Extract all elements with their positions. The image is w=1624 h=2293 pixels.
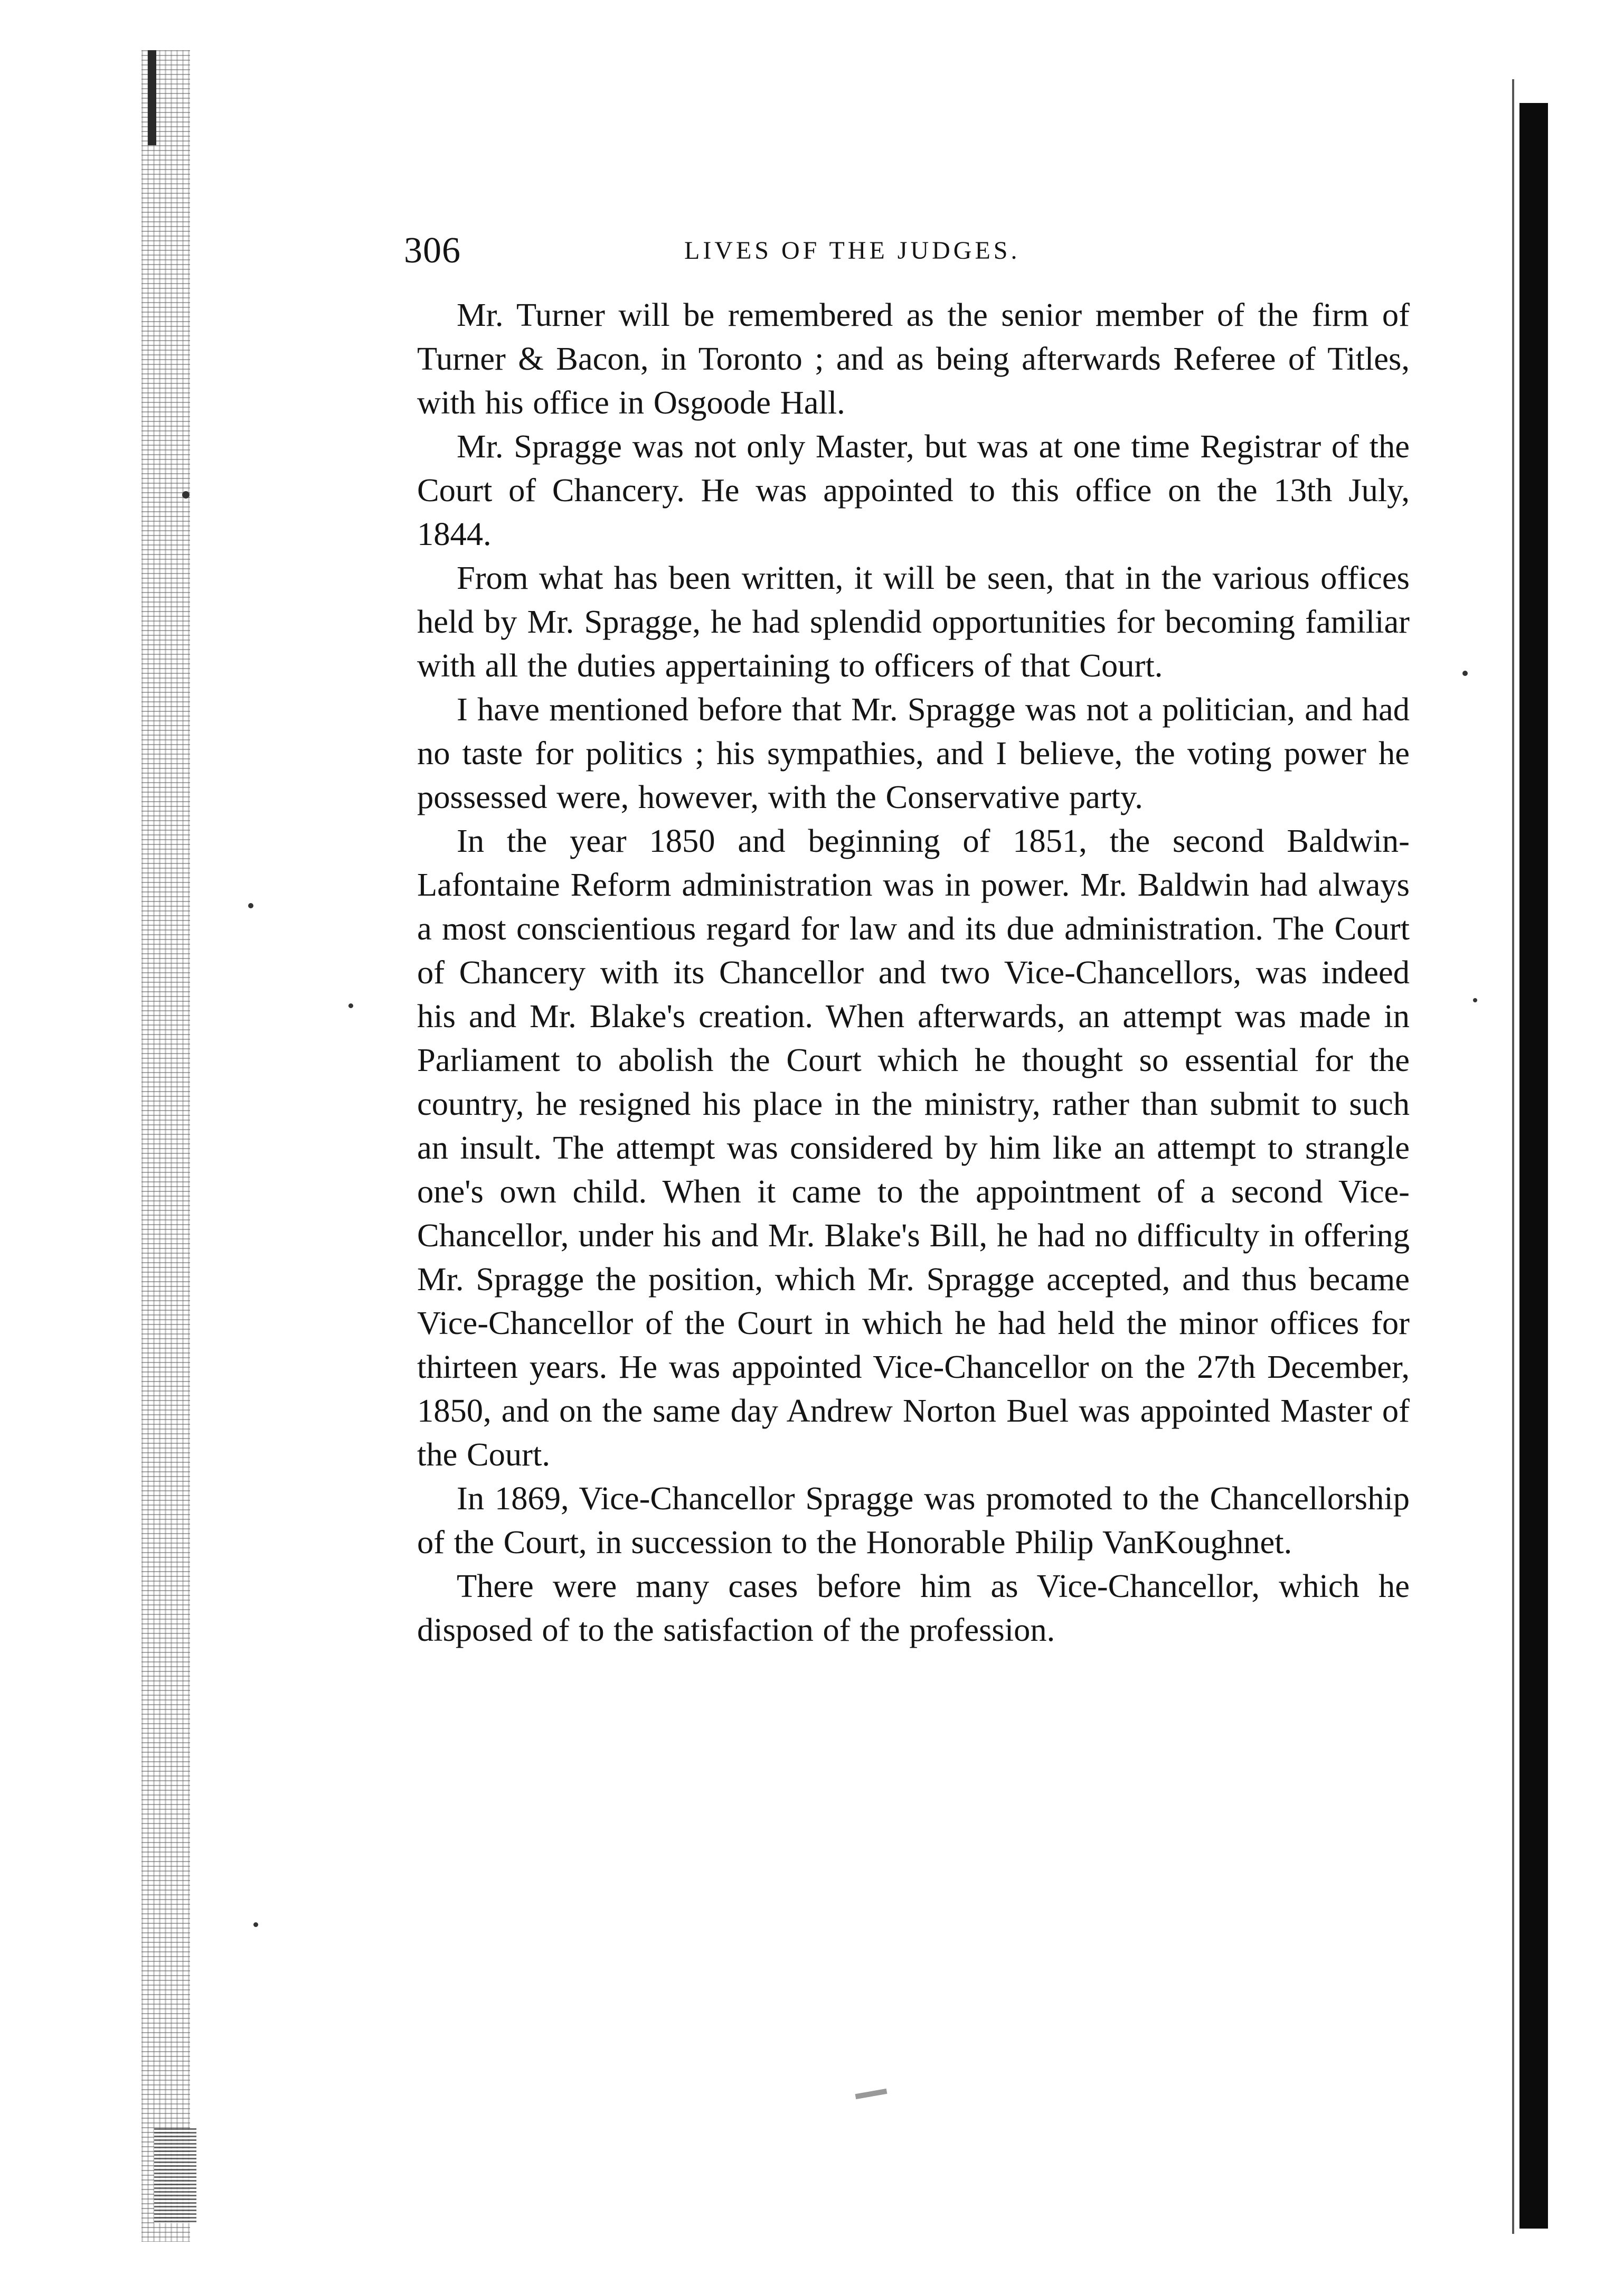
paragraph: From what has been written, it will be seen, that in the various offices held by Mr. Spragge, he had splendid opportunities for becoming familiar with all the duties appertaining to officers of that Court. bbox=[417, 559, 1410, 684]
running-head: LIVES OF THE JUDGES. bbox=[684, 237, 1021, 265]
scan-speck bbox=[348, 1003, 353, 1008]
paragraph: Mr. Turner will be remembered as the senior member of the firm of Turner & Bacon, in Toronto ; and as being afterwards Referee of Titles, with his office in Osgoode Hall. bbox=[417, 296, 1410, 421]
scan-edge-mark-bottom bbox=[154, 2128, 196, 2223]
scan-edge-mark bbox=[148, 50, 156, 145]
scan-speck bbox=[1473, 998, 1477, 1002]
paragraph: In the year 1850 and beginning of 1851, the second Baldwin-Lafontaine Reform administration was in power. Mr. Baldwin had always a most conscientious regard for law and its due administration. The Court of Chancery with its Chancellor and two Vice-Chancellors, was indeed his and Mr. Blake's creation. When afterwards, an attempt was made in Parliament to abolish the Court which he thought so essential for the country, he resigned his place in the ministry, rather than submit to such an insult. The attempt was considered by him like an attempt to strangle one's own child. When it came to the appointment of a second Vice-Chancellor, under his and Mr. Blake's Bill, he had no difficulty in offering Mr. Spragge the position, which Mr. Spragge accepted, and thus became Vice-Chancellor of the Court in which he had held the minor offices for thirteen years. He was appointed Vice-Chancellor on the 27th December, 1850, and on the same day Andrew Norton Buel was appointed Master of the Court. bbox=[417, 822, 1410, 1473]
paragraph: In 1869, Vice-Chancellor Spragge was promoted to the Chancellorship of the Court, in succession to the Honorable Philip VanKoughnet. bbox=[417, 1480, 1410, 1561]
body-text bbox=[417, 293, 1410, 1652]
paragraph: Mr. Spragge was not only Master, but was at one time Registrar of the Court of Chancery. He was appointed to this office on the 13th July, 1844. bbox=[417, 428, 1410, 552]
scan-gutter-shadow bbox=[1519, 103, 1548, 2229]
scan-speck bbox=[1462, 671, 1468, 676]
scan-speck bbox=[253, 1922, 258, 1927]
scan-speck bbox=[248, 903, 253, 908]
paragraph: There were many cases before him as Vice-Chancellor, which he disposed of to the satisfaction of the profession. bbox=[417, 1567, 1410, 1648]
scan-speck bbox=[182, 491, 190, 499]
paragraph: I have mentioned before that Mr. Spragge was not a politician, and had no taste for politics ; his sympathies, and I believe, the voting power he possessed were, however, with the Conservative party. bbox=[417, 691, 1410, 815]
page-header bbox=[0, 222, 1624, 280]
scan-gutter-line bbox=[1512, 79, 1514, 2234]
scan-margin-noise bbox=[141, 50, 190, 2242]
scan-smudge bbox=[855, 2089, 887, 2099]
page-number: 306 bbox=[404, 230, 461, 271]
